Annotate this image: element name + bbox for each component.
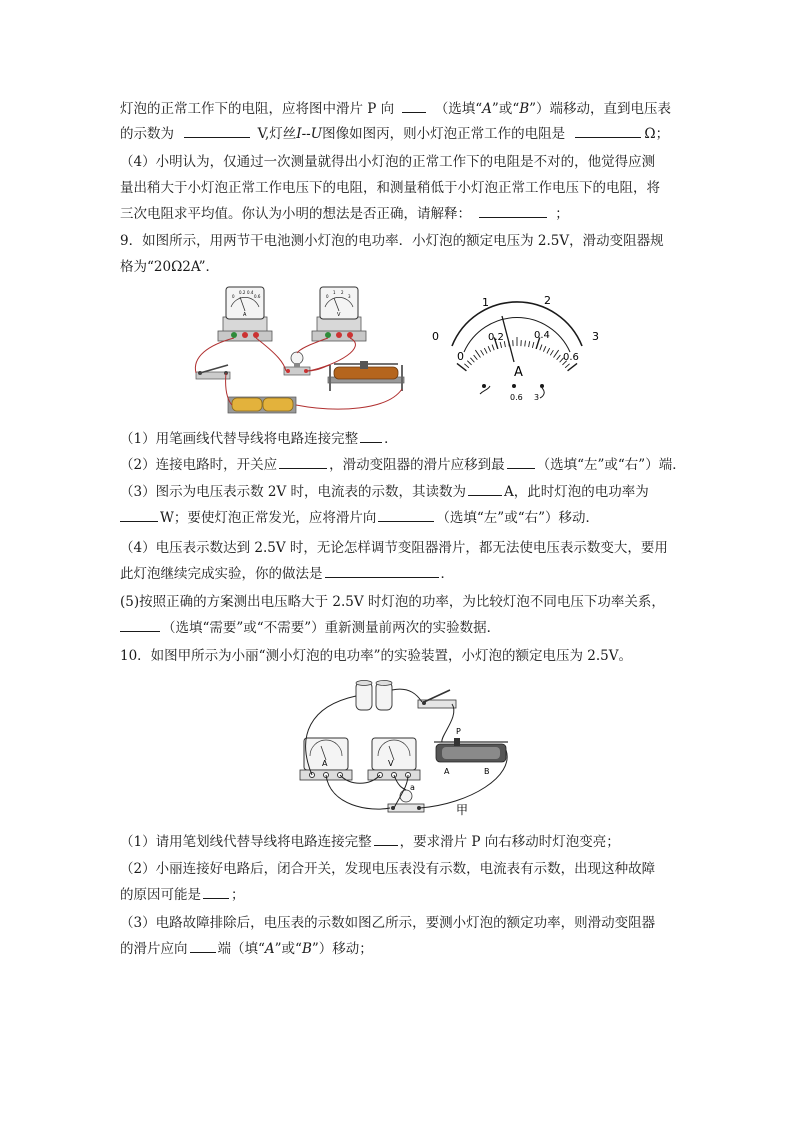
q9-part4-line-2 [120,565,680,583]
q10-part3-line-2 [120,940,680,958]
q9-text: （1）用笔画线代替导线将电路连接完整 [120,431,359,447]
voltmeter-scale-label: 3 [348,294,351,299]
q9-part1 [120,430,680,448]
wire-a-label: a [410,783,415,792]
q8-text: 图像如图丙，则小灯泡正常工作的电阻是 [322,126,566,142]
battery-icon [356,681,392,711]
ammeter-icon [300,738,352,780]
q9-part3-line-2 [120,509,680,527]
dial-tick [492,345,494,351]
dial-tick [467,361,471,365]
q8-text: 的示数为 [120,126,174,142]
slider-label: P [456,727,461,736]
dial-tick [550,350,553,355]
q9-text: （选填“左”或“右”）端． [536,457,686,473]
ammeter-scale-label: 0.2 [239,290,246,295]
q10-part2-line-2 [120,886,680,904]
voltmeter-label: V [388,759,394,768]
dial-lower-label: 0.6 [563,352,579,363]
dial-tick [464,364,469,368]
end-b-label: B [484,767,490,776]
dial-terminals [480,384,544,402]
q9-part3-line-1 [120,483,680,501]
voltmeter-label: V [337,312,341,318]
dial-tick [484,348,487,353]
dial-tick [543,346,545,351]
option-b: B [301,941,312,957]
end-a-label: A [444,767,450,776]
dial-lower-label: 0.2 [488,332,504,343]
rheostat-icon [328,361,404,391]
q10-text: ，要求滑片 P 向右移动时灯泡变亮； [399,834,620,850]
dial-tick [529,341,530,347]
dial-lower-label: 0.4 [534,330,550,341]
q10-text: 的滑片应向 [120,941,188,957]
q10-text: ”）移动； [311,941,373,957]
q9-title-line-2: 格为“20Ω2A”． [120,259,220,275]
q9-text: ． [384,431,398,447]
q9-text: ，滑动变阻器的滑片应移到最 [329,457,505,473]
dial-tick [565,364,570,368]
ammeter-label: A [322,759,328,768]
answer-blank[interactable] [120,619,160,632]
q8-part4-line-3 [120,205,680,223]
dial-tick [475,350,480,357]
ammeter-scale-label: 0.6 [254,294,261,299]
voltmeter-scale-label: 1 [333,290,336,295]
q8-text: Ω； [644,126,670,142]
q10-title: 10．如图甲所示为小丽“测小灯泡的电功率”的实验装置，小灯泡的额定电压为 2.5V。 [120,648,632,664]
option-a: A [264,941,275,957]
ammeter-scale-label: 0.4 [247,290,254,295]
answer-blank[interactable] [120,509,158,522]
dial-tick [525,341,526,347]
answer-blank[interactable] [374,833,398,846]
terminal-label: 0.6 [510,393,523,402]
answer-blank[interactable] [378,509,434,522]
q10-circuit-figure [290,676,520,821]
ammeter-label: A [243,312,247,318]
answer-blank[interactable] [325,565,439,578]
answer-blank[interactable] [203,886,229,899]
dial-tick [547,348,550,353]
answer-blank[interactable] [479,205,547,218]
answer-blank[interactable] [507,456,535,469]
answer-blank[interactable] [184,125,250,138]
q8-part4-line-1: （4）小明认为，仅通过一次测量就得出小灯泡的正常工作下的电阻是不对的，他觉得应测 [120,154,656,170]
answer-blank[interactable] [468,483,502,496]
answer-blank[interactable] [575,125,641,138]
q9-text: A，此时灯泡的电功率为 [504,484,649,500]
dial-inner-arc [464,318,570,352]
q8-text: ”或“ [491,101,520,117]
option-b: B [519,101,530,117]
figure-caption: 甲 [456,803,469,817]
q10-text: ； [231,887,245,903]
dial-unit-label: A [514,365,523,380]
lamp-icon [388,790,424,812]
q10-text: （1）请用笔划线代替导线将电路连接完整 [120,834,372,850]
q8-line-2 [120,125,680,143]
switch-icon [196,365,230,379]
voltmeter-scale-label: 2 [341,290,344,295]
answer-blank[interactable] [402,100,426,113]
voltmeter-icon [312,287,366,341]
q10-part2-line-1: （2）小丽连接好电路后，闭合开关，发现电压表没有示数，电流表有示数，出现这种故障 [120,861,656,877]
battery-icon [228,397,296,413]
dial-lower-label: 0 [457,350,464,363]
terminal-label: 3 [534,393,540,402]
q9-part5-line-2 [120,619,680,637]
iu-graph-label: I--U [296,126,323,142]
q8-part4-line-2: 量出稍大于小灯泡正常工作电压下的电阻，和测量稍低于小灯泡正常工作电压下的电阻，将 [120,180,660,196]
dial-tick [554,350,559,357]
option-a: A [482,101,492,117]
q9-text: （2）连接电路时，开关应 [120,457,278,473]
q9-text: （选填“需要”或“不需要”）重新测量前两次的实验数据． [162,620,501,636]
answer-blank[interactable] [190,940,216,953]
q9-text: （选填“左”或“右”）移动． [436,510,599,526]
q9-text: （3）图示为电压表示数 2V 时，电流表的示数，其读数为 [120,484,467,500]
dial-tick [481,350,484,355]
dial-tick [540,345,542,351]
dial-tick [474,355,478,360]
rheostat-icon [434,727,508,776]
q9-circuit-figure [188,285,418,420]
q8-line-1 [120,100,680,118]
q10-text: 的原因可能是 [120,887,201,903]
q8-text: ； [555,206,569,222]
q10-text: ”或“ [274,941,302,957]
lamp-icon [284,352,310,375]
ammeter-icon [218,287,272,341]
q9-text: W；要使灯泡正常发光，应将滑片向 [160,510,377,526]
q9-text: 此灯泡继续完成实验，你的做法是 [120,566,323,582]
dial-tick [532,342,533,348]
dial-tick [488,346,490,351]
q10-part1 [120,833,680,851]
q8-text: （选填“ [434,101,483,117]
dial-upper-label: 3 [592,330,599,343]
q8-text: ”）端移动，直到电压表 [529,101,672,117]
q9-text: ． [440,566,454,582]
q9-part4-line-1: （4）电压表示数达到 2.5V 时，无论怎样调节变阻器滑片，都无法使电压表示数变大，要用 [120,540,668,556]
answer-blank[interactable] [279,456,327,469]
q9-part5-line-1: (5)按照正确的方案测出电压略大于 2.5V 时灯泡的功率，为比较灯泡不同电压下功率关系， [120,594,665,610]
dial-tick [557,355,561,360]
switch-icon [418,690,456,708]
q8-text: 灯泡的正常工作下的电阻，应将图中滑片 P 向 [120,101,395,117]
dial-tick [504,341,505,347]
dial-tick [470,358,474,362]
q8-text: 三次电阻求平均值。你认为小明的想法是否正确，请解释： [120,206,471,222]
answer-blank[interactable] [360,430,382,443]
q9-title-line-1: 9．如图所示，用两节干电池测小灯泡的电功率．小灯泡的额定电压为 2.5V，滑动变阻器规 [120,233,664,249]
dial-upper-label: 0 [432,330,439,343]
ammeter-scale-label: 0 [232,294,235,299]
q10-part3-line-1: （3）电路故障排除后，电压表的示数如图乙所示，要测小灯泡的额定功率，则滑动变阻器 [120,915,656,931]
dial-upper-label: 1 [482,296,489,309]
voltmeter-icon [368,738,420,780]
q9-ammeter-dial [430,288,615,408]
q9-part2 [120,456,686,474]
dial-upper-label: 2 [544,294,551,307]
q10-text: 端（填“ [217,941,265,957]
voltmeter-scale-label: 0 [326,294,329,299]
q8-text: V,灯丝 [257,126,297,142]
